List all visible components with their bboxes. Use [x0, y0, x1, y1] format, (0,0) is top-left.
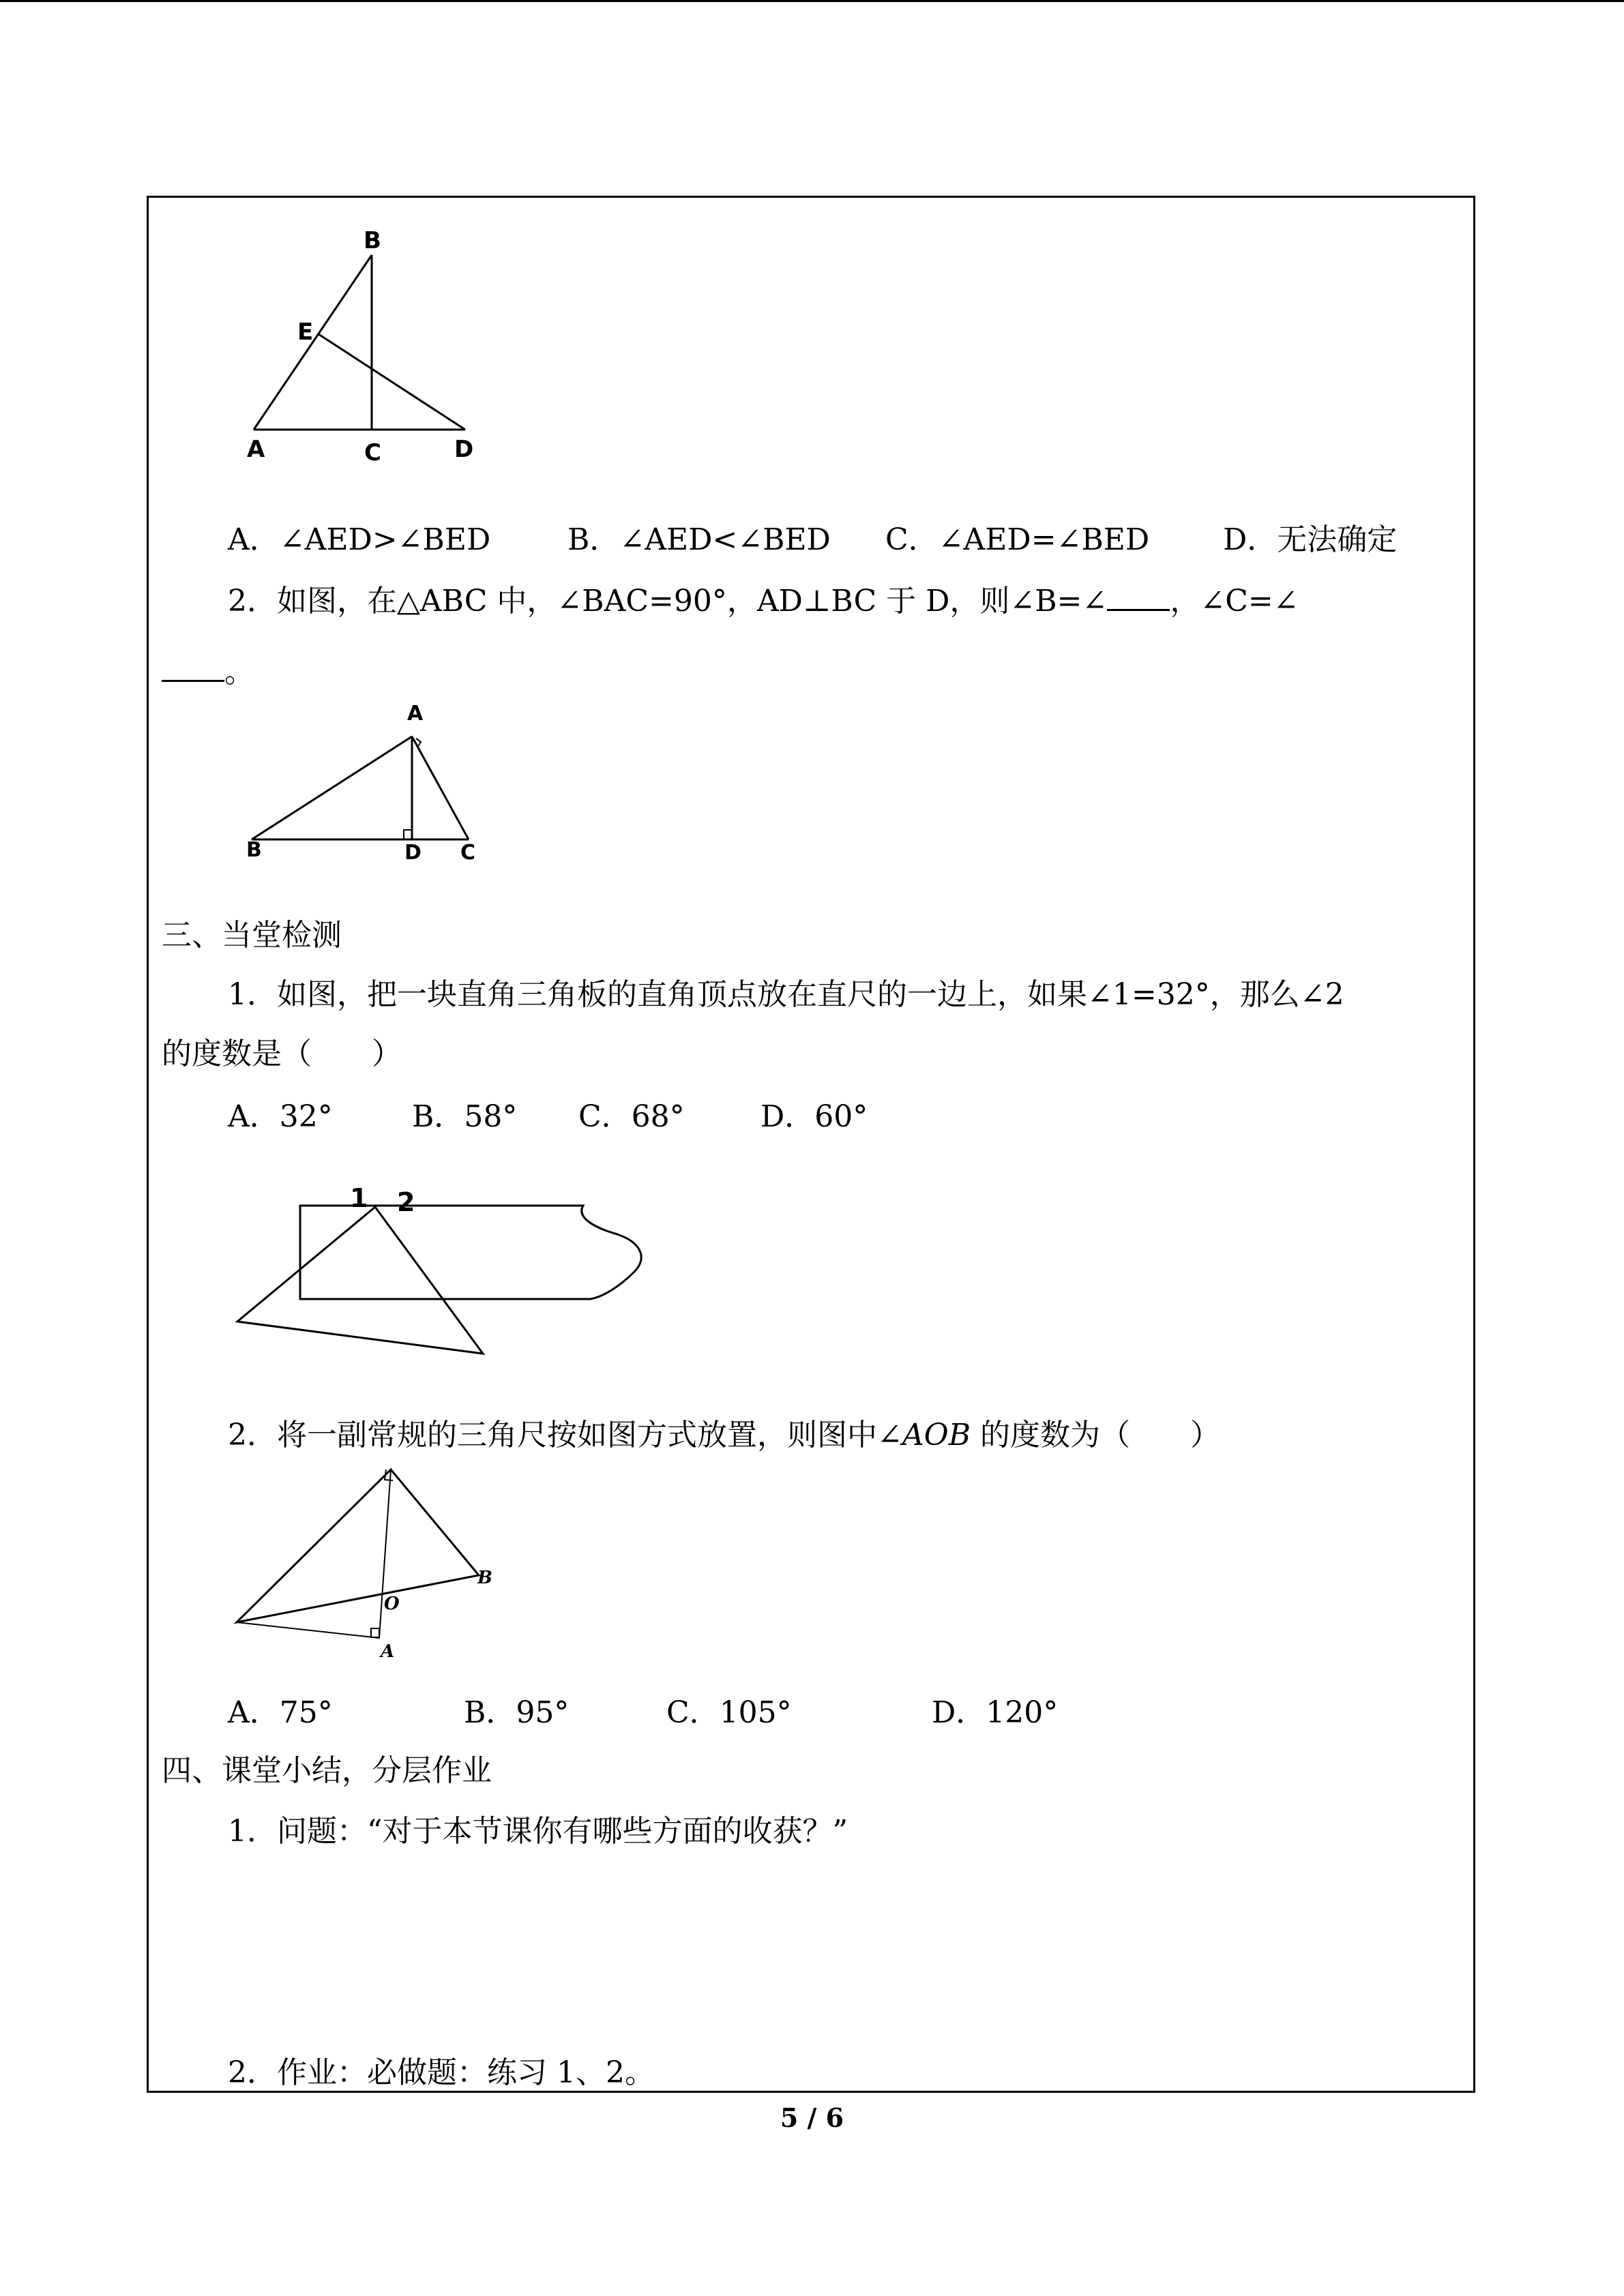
s4-question2: 2．作业：必做题：练习 1、2。	[228, 2055, 655, 2090]
option-b: B．95°	[464, 1695, 570, 1730]
label-O: O	[384, 1594, 400, 1614]
s3-q2-angle: AOB	[902, 1418, 971, 1452]
section3-heading: 三、当堂检测	[162, 918, 342, 953]
question2-continuation	[162, 652, 254, 693]
s4-question1: 1．问题：“对于本节课你有哪些方面的收获？”	[228, 1814, 848, 1849]
label-D: D	[454, 436, 474, 463]
label-A: A	[247, 436, 265, 463]
label-B: B	[246, 838, 262, 862]
top-rule	[0, 0, 1624, 2]
s3-q2-part2: 的度数为（ ）	[971, 1418, 1221, 1452]
question2-text	[228, 581, 1299, 622]
label-B: B	[477, 1568, 492, 1588]
answer-blank-2	[162, 653, 224, 682]
label-C: C	[364, 439, 381, 466]
option-c: C．68°	[578, 1099, 685, 1134]
figure-ruler-and-set-square	[225, 1187, 662, 1364]
label-C: C	[460, 841, 476, 865]
angle-label-2: 2	[397, 1187, 415, 1217]
label-B: B	[364, 227, 381, 254]
q2-text-part3: 。	[224, 655, 254, 689]
option-d: D．无法确定	[1223, 522, 1398, 557]
angle-label-1: 1	[350, 1187, 368, 1213]
option-d: D．120°	[932, 1695, 1059, 1730]
q2-text-part1: 2．如图，在△ABC 中，∠BAC=90°，AD⊥BC 于 D，则∠B=∠	[228, 584, 1108, 618]
figure-triangle-abcde	[239, 225, 498, 471]
option-a: A．∠AED>∠BED	[228, 522, 491, 557]
figure-two-set-squares	[225, 1459, 512, 1664]
s3-question2-text	[228, 1415, 1220, 1456]
option-c: C．105°	[666, 1695, 792, 1730]
q2-text-part2: ，∠C=∠	[1170, 584, 1299, 618]
option-a: A．32°	[228, 1099, 333, 1134]
label-E: E	[297, 318, 314, 346]
label-A: A	[407, 702, 424, 726]
label-A: A	[381, 1641, 395, 1662]
s3-q2-part1: 2．将一副常规的三角尺按如图方式放置，则图中∠	[228, 1418, 902, 1452]
option-c: C．∠AED=∠BED	[885, 522, 1150, 557]
option-a: A．75°	[228, 1695, 333, 1730]
answer-blank-1	[1107, 582, 1170, 611]
option-b: B．∠AED<∠BED	[567, 522, 831, 557]
s3-question1-line1: 1．如图，把一块直角三角板的直角顶点放在直尺的一边上，如果∠1=32°，那么∠2	[228, 977, 1344, 1012]
s3-question1-line2: 的度数是（ ）	[162, 1037, 402, 1071]
page-number: 5 / 6	[780, 2102, 844, 2133]
label-D: D	[404, 841, 422, 865]
option-b: B．58°	[412, 1099, 518, 1134]
figure-right-triangle-abc	[242, 702, 501, 873]
section4-heading: 四、课堂小结，分层作业	[162, 1753, 492, 1788]
content-frame	[147, 196, 1475, 2093]
option-d: D．60°	[761, 1099, 868, 1134]
